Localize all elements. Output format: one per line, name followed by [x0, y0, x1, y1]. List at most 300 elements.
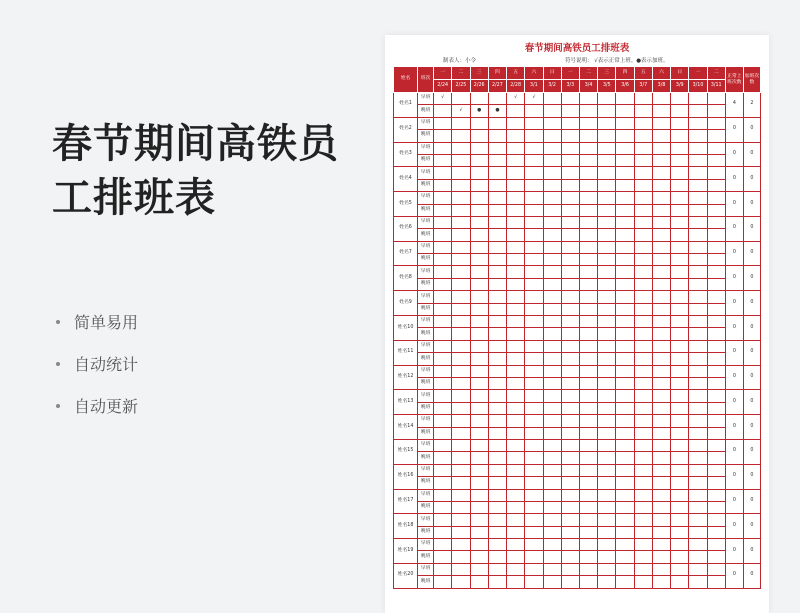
schedule-cell [598, 427, 616, 439]
header-weekday: 五 [507, 67, 525, 80]
schedule-cell [652, 402, 670, 414]
schedule-cell [470, 229, 488, 241]
shift-label: 早班 [418, 539, 434, 551]
schedule-cell [525, 551, 543, 563]
schedule-cell [671, 464, 689, 476]
table-row [394, 501, 761, 513]
schedule-cell [689, 266, 707, 278]
schedule-cell [488, 539, 506, 551]
schedule-cell [579, 216, 597, 228]
shift-label: 早班 [418, 216, 434, 228]
schedule-cell [488, 117, 506, 129]
schedule-cell [434, 167, 452, 179]
schedule-cell [598, 402, 616, 414]
schedule-cell [598, 563, 616, 575]
employee-name: 姓名17 [394, 489, 418, 514]
schedule-cell [579, 439, 597, 451]
schedule-cell [452, 254, 470, 266]
promo-title: 春节期间高铁员工排班表 [52, 121, 339, 221]
schedule-cell [634, 415, 652, 427]
shift-label: 晚班 [418, 328, 434, 340]
schedule-cell [598, 167, 616, 179]
employee-name: 姓名12 [394, 365, 418, 390]
schedule-cell [634, 229, 652, 241]
schedule-cell [579, 526, 597, 538]
schedule-cell [507, 266, 525, 278]
schedule-cell [470, 353, 488, 365]
schedule-cell [561, 278, 579, 290]
schedule-cell [470, 266, 488, 278]
schedule-cell [689, 377, 707, 389]
schedule-cell: √ [452, 105, 470, 117]
schedule-cell [543, 489, 561, 501]
schedule-cell [707, 303, 725, 315]
schedule-cell [434, 402, 452, 414]
schedule-cell [707, 105, 725, 117]
employee-name: 姓名9 [394, 291, 418, 316]
normal-count: 0 [725, 167, 743, 192]
schedule-cell [434, 117, 452, 129]
schedule-cell [579, 501, 597, 513]
schedule-cell [561, 340, 579, 352]
schedule-cell [598, 216, 616, 228]
schedule-cell [616, 501, 634, 513]
header-date: 3/3 [561, 80, 579, 93]
table-row [394, 427, 761, 439]
schedule-cell [671, 539, 689, 551]
schedule-cell [543, 477, 561, 489]
schedule-cell [652, 477, 670, 489]
schedule-cell [671, 303, 689, 315]
schedule-cell [671, 439, 689, 451]
schedule-cell [707, 241, 725, 253]
employee-name: 姓名1 [394, 93, 418, 118]
schedule-cell [634, 439, 652, 451]
schedule-cell [470, 576, 488, 588]
schedule-cell [561, 192, 579, 204]
schedule-cell [452, 539, 470, 551]
schedule-cell [561, 365, 579, 377]
schedule-cell [543, 216, 561, 228]
schedule-cell [543, 501, 561, 513]
schedule-cell [616, 291, 634, 303]
schedule-cell [452, 167, 470, 179]
schedule-cell [434, 254, 452, 266]
schedule-cell [470, 452, 488, 464]
overtime-count: 0 [743, 439, 760, 464]
schedule-cell [652, 117, 670, 129]
schedule-cell [488, 489, 506, 501]
schedule-cell [652, 216, 670, 228]
schedule-cell [452, 464, 470, 476]
shift-label: 晚班 [418, 526, 434, 538]
overtime-count: 0 [743, 563, 760, 588]
schedule-cell [616, 514, 634, 526]
schedule-cell [525, 402, 543, 414]
schedule-cell [561, 415, 579, 427]
employee-name: 姓名5 [394, 192, 418, 217]
header-weekday: 一 [434, 67, 452, 80]
schedule-cell [434, 241, 452, 253]
schedule-cell [434, 179, 452, 191]
schedule-cell [488, 303, 506, 315]
schedule-cell [507, 464, 525, 476]
schedule-cell [671, 576, 689, 588]
schedule-cell [598, 477, 616, 489]
schedule-cell [452, 563, 470, 575]
schedule-cell [507, 477, 525, 489]
schedule-cell [488, 266, 506, 278]
schedule-cell [561, 291, 579, 303]
schedule-cell [543, 179, 561, 191]
schedule-cell [543, 117, 561, 129]
symbol-legend: 符号说明： √表示正常上班。●表示加班。 [565, 58, 669, 64]
schedule-cell [707, 154, 725, 166]
schedule-cell [579, 576, 597, 588]
schedule-cell [689, 154, 707, 166]
header-date: 3/7 [634, 80, 652, 93]
schedule-cell [470, 179, 488, 191]
schedule-cell [452, 365, 470, 377]
schedule-cell [652, 241, 670, 253]
schedule-cell [707, 204, 725, 216]
schedule-cell [452, 303, 470, 315]
schedule-cell [671, 105, 689, 117]
schedule-cell [671, 154, 689, 166]
schedule-cell [707, 328, 725, 340]
schedule-cell [525, 539, 543, 551]
schedule-cell [452, 477, 470, 489]
schedule-cell [598, 192, 616, 204]
schedule-cell [507, 192, 525, 204]
schedule-cell [707, 551, 725, 563]
schedule-cell [434, 477, 452, 489]
schedule-cell [634, 130, 652, 142]
schedule-cell [707, 216, 725, 228]
schedule-cell [525, 316, 543, 328]
schedule-cell [561, 501, 579, 513]
schedule-cell [561, 93, 579, 105]
schedule-cell [561, 489, 579, 501]
schedule-cell [671, 477, 689, 489]
schedule-cell [434, 439, 452, 451]
schedule-cell [579, 117, 597, 129]
schedule-cell [616, 452, 634, 464]
schedule-cell [616, 539, 634, 551]
shift-label: 早班 [418, 390, 434, 402]
schedule-cell [543, 278, 561, 290]
schedule-cell [507, 415, 525, 427]
header-date: 3/10 [689, 80, 707, 93]
schedule-cell [525, 377, 543, 389]
shift-label: 早班 [418, 93, 434, 105]
table-row [394, 477, 761, 489]
schedule-cell [507, 539, 525, 551]
schedule-cell [525, 229, 543, 241]
overtime-count: 2 [743, 93, 760, 118]
schedule-cell [507, 105, 525, 117]
schedule-cell [616, 551, 634, 563]
schedule-cell [652, 93, 670, 105]
schedule-cell [525, 130, 543, 142]
schedule-cell [689, 254, 707, 266]
table-row [394, 390, 761, 402]
schedule-cell [452, 340, 470, 352]
schedule-cell [652, 501, 670, 513]
schedule-cell [652, 415, 670, 427]
table-row [394, 464, 761, 476]
normal-count: 0 [725, 390, 743, 415]
shift-label: 早班 [418, 439, 434, 451]
schedule-cell [488, 278, 506, 290]
schedule-cell [634, 377, 652, 389]
schedule-cell [671, 216, 689, 228]
schedule-cell [689, 539, 707, 551]
schedule-cell [543, 229, 561, 241]
schedule-cell [689, 551, 707, 563]
header-weekday: 二 [452, 67, 470, 80]
schedule-cell [652, 377, 670, 389]
header-date: 3/4 [579, 80, 597, 93]
schedule-cell [561, 514, 579, 526]
table-row [394, 241, 761, 253]
schedule-cell [561, 477, 579, 489]
schedule-cell [634, 241, 652, 253]
schedule-cell [434, 328, 452, 340]
schedule-cell [634, 576, 652, 588]
schedule-cell [452, 130, 470, 142]
schedule-cell [561, 539, 579, 551]
schedule-cell [689, 452, 707, 464]
schedule-cell [543, 130, 561, 142]
table-row [394, 278, 761, 290]
header-weekday: 日 [671, 67, 689, 80]
header-date: 2/24 [434, 80, 452, 93]
schedule-cell [470, 526, 488, 538]
schedule-cell [598, 514, 616, 526]
schedule-cell [616, 204, 634, 216]
schedule-cell [616, 377, 634, 389]
schedule-cell [671, 353, 689, 365]
shift-label: 晚班 [418, 254, 434, 266]
schedule-cell [434, 539, 452, 551]
schedule-cell [543, 464, 561, 476]
schedule-cell [671, 316, 689, 328]
schedule-cell [543, 563, 561, 575]
schedule-cell [616, 464, 634, 476]
schedule-cell [525, 328, 543, 340]
schedule-cell [652, 514, 670, 526]
schedule-cell [598, 241, 616, 253]
schedule-cell [707, 254, 725, 266]
schedule-cell: ● [488, 105, 506, 117]
schedule-cell [507, 154, 525, 166]
schedule-cell [689, 229, 707, 241]
schedule-cell [707, 340, 725, 352]
employee-name: 姓名3 [394, 142, 418, 167]
schedule-cell [634, 179, 652, 191]
schedule-cell [434, 452, 452, 464]
normal-count: 0 [725, 316, 743, 341]
employee-name: 姓名18 [394, 514, 418, 539]
table-row [394, 130, 761, 142]
schedule-cell [543, 167, 561, 179]
schedule-cell [507, 452, 525, 464]
shift-label: 晚班 [418, 303, 434, 315]
schedule-cell [598, 365, 616, 377]
schedule-cell [579, 204, 597, 216]
schedule-cell [579, 452, 597, 464]
schedule-cell [671, 229, 689, 241]
schedule-cell [561, 439, 579, 451]
schedule-cell [689, 489, 707, 501]
schedule-cell [507, 328, 525, 340]
schedule-cell [634, 452, 652, 464]
schedule-cell [543, 390, 561, 402]
schedule-cell [652, 526, 670, 538]
schedule-cell [488, 526, 506, 538]
schedule-cell [452, 204, 470, 216]
schedule-cell [689, 241, 707, 253]
schedule-cell [561, 229, 579, 241]
header-date: 3/5 [598, 80, 616, 93]
schedule-cell [634, 365, 652, 377]
schedule-cell [452, 489, 470, 501]
shift-label: 早班 [418, 464, 434, 476]
overtime-count: 0 [743, 167, 760, 192]
schedule-cell [616, 563, 634, 575]
schedule-cell [652, 179, 670, 191]
schedule-cell [507, 390, 525, 402]
schedule-cell [507, 117, 525, 129]
overtime-count: 0 [743, 216, 760, 241]
schedule-cell [507, 216, 525, 228]
header-weekday: 日 [543, 67, 561, 80]
schedule-cell [525, 501, 543, 513]
schedule-cell [561, 551, 579, 563]
schedule-cell [543, 402, 561, 414]
normal-count: 0 [725, 291, 743, 316]
schedule-cell [507, 563, 525, 575]
schedule-cell [671, 365, 689, 377]
schedule-cell [689, 464, 707, 476]
schedule-cell [434, 390, 452, 402]
schedule-cell [488, 179, 506, 191]
shift-label: 早班 [418, 514, 434, 526]
schedule-cell [452, 415, 470, 427]
schedule-cell [543, 266, 561, 278]
schedule-cell [689, 192, 707, 204]
schedule-cell [525, 105, 543, 117]
schedule-cell [488, 439, 506, 451]
schedule-cell [671, 563, 689, 575]
schedule-cell [579, 142, 597, 154]
table-row [394, 328, 761, 340]
normal-count: 4 [725, 93, 743, 118]
schedule-cell [707, 179, 725, 191]
overtime-count: 0 [743, 489, 760, 514]
table-row [394, 489, 761, 501]
schedule-cell [543, 365, 561, 377]
shift-label: 晚班 [418, 278, 434, 290]
schedule-cell [707, 563, 725, 575]
schedule-cell [689, 142, 707, 154]
schedule-cell [616, 427, 634, 439]
schedule-cell [579, 154, 597, 166]
employee-name: 姓名13 [394, 390, 418, 415]
schedule-cell [434, 377, 452, 389]
schedule-cell [671, 328, 689, 340]
schedule-cell [470, 93, 488, 105]
schedule-cell [652, 154, 670, 166]
schedule-cell [634, 402, 652, 414]
schedule-cell [652, 551, 670, 563]
employee-name: 姓名16 [394, 464, 418, 489]
schedule-cell [488, 241, 506, 253]
normal-count: 0 [725, 241, 743, 266]
schedule-cell [634, 254, 652, 266]
schedule-cell [689, 390, 707, 402]
schedule-cell [488, 154, 506, 166]
header-weekday: 四 [488, 67, 506, 80]
feature-item: 自动更新 [56, 392, 138, 434]
schedule-cell [452, 229, 470, 241]
schedule-cell [652, 563, 670, 575]
schedule-cell [470, 377, 488, 389]
schedule-cell [434, 464, 452, 476]
schedule-cell [470, 117, 488, 129]
schedule-cell [488, 576, 506, 588]
shift-label: 晚班 [418, 377, 434, 389]
schedule-cell [689, 340, 707, 352]
schedule-cell [434, 576, 452, 588]
schedule-cell [616, 154, 634, 166]
schedule-cell [598, 154, 616, 166]
schedule-cell [598, 452, 616, 464]
schedule-cell [488, 402, 506, 414]
schedule-cell [434, 316, 452, 328]
schedule-cell [525, 179, 543, 191]
schedule-cell [579, 291, 597, 303]
schedule-cell [707, 477, 725, 489]
table-row [394, 353, 761, 365]
schedule-cell [652, 353, 670, 365]
schedule-cell [598, 179, 616, 191]
schedule-cell [488, 192, 506, 204]
schedule-cell [579, 464, 597, 476]
schedule-cell [488, 229, 506, 241]
schedule-cell [707, 291, 725, 303]
schedule-cell [634, 316, 652, 328]
schedule-cell [616, 254, 634, 266]
normal-count: 0 [725, 415, 743, 440]
shift-label: 早班 [418, 142, 434, 154]
schedule-cell [707, 439, 725, 451]
schedule-cell [543, 340, 561, 352]
schedule-cell [652, 291, 670, 303]
employee-name: 姓名10 [394, 316, 418, 341]
schedule-cell [579, 427, 597, 439]
schedule-cell [488, 452, 506, 464]
schedule-cell [470, 514, 488, 526]
schedule-cell [689, 167, 707, 179]
overtime-count: 0 [743, 415, 760, 440]
schedule-cell [598, 539, 616, 551]
schedule-cell [525, 365, 543, 377]
schedule-cell [525, 563, 543, 575]
schedule-cell [689, 563, 707, 575]
schedule-cell [616, 216, 634, 228]
